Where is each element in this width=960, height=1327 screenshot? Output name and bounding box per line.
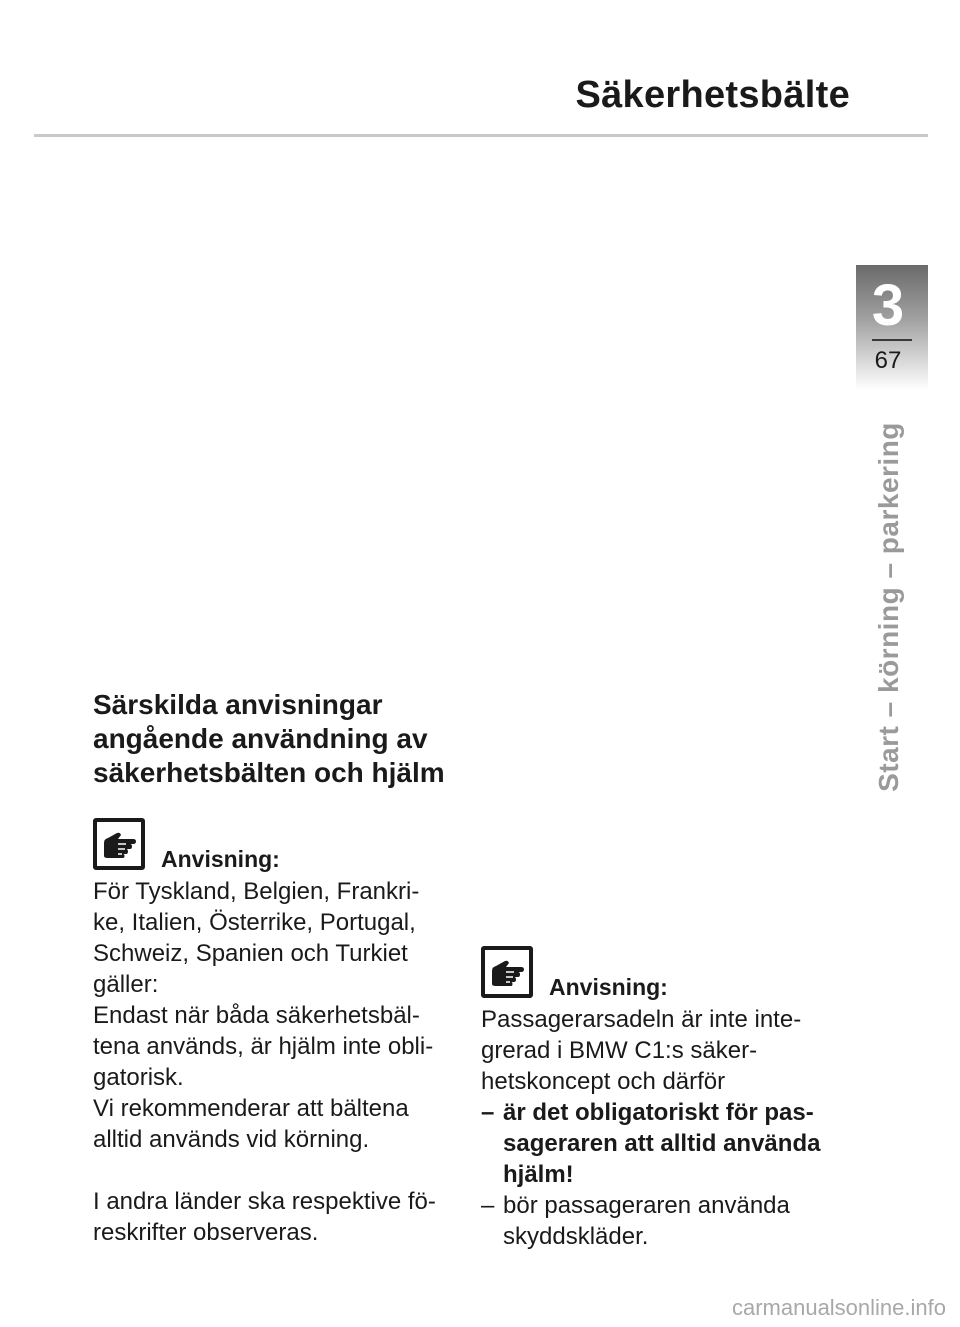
bullet-item: [481, 1190, 861, 1252]
note-label: Anvisning:: [549, 974, 668, 1000]
bullet-dash: –: [481, 1192, 495, 1219]
note-right: [481, 946, 861, 1252]
bullet-item: [481, 1097, 861, 1190]
note-body: [481, 1004, 861, 1252]
note-text-line: gäller:: [93, 971, 159, 998]
pointing-hand-note-icon: [93, 818, 145, 870]
note-text-line: tena används, är hjälm inte obli-: [93, 1033, 434, 1060]
pointing-hand-note-icon: [481, 946, 533, 998]
section-heading-line: Särskilda anvisningar: [93, 689, 383, 720]
note-text-line: alltid används vid körning.: [93, 1126, 370, 1153]
note-text-line: hetskoncept och därför: [481, 1068, 726, 1095]
note-text-line: ke, Italien, Österrike, Portugal,: [93, 909, 416, 936]
note-text-line: Endast när båda säkerhetsbäl-: [93, 1002, 420, 1029]
bullet-text-line: är det obligatoriskt för pas-: [503, 1099, 814, 1126]
note-text-line: För Tyskland, Belgien, Frankri-: [93, 878, 420, 905]
chapter-divider: [872, 339, 912, 341]
note-label: Anvisning:: [161, 846, 280, 872]
note-text-line: reskrifter observeras.: [93, 1219, 319, 1246]
note-text-line: Schweiz, Spanien och Turkiet: [93, 940, 408, 967]
note-text-line: I andra länder ska respektive fö-: [93, 1188, 436, 1215]
page-title: Säkerhetsbälte: [575, 74, 850, 116]
chapter-side-label: Start – körning – parkering: [873, 422, 904, 792]
bullet-text-line: bör passageraren använda: [503, 1192, 790, 1219]
watermark: carmanualsonline.info: [731, 1295, 946, 1320]
section-heading-line: säkerhetsbälten och hjälm: [93, 757, 445, 788]
note-text-line: grerad i BMW C1:s säker-: [481, 1037, 758, 1064]
note-text-line: gatorisk.: [93, 1064, 184, 1091]
section-heading-line: angående användning av: [93, 723, 428, 754]
bullet-text-line: sageraren att alltid använda: [503, 1130, 821, 1157]
note-text-line: Vi rekommenderar att bältena: [93, 1095, 409, 1122]
note-left: [93, 818, 473, 1248]
bullet-text-line: hjälm!: [503, 1161, 574, 1188]
page-number: 67: [874, 347, 902, 374]
chapter-number: 3: [871, 273, 905, 338]
note-header: [93, 818, 473, 876]
bullet-dash: –: [481, 1099, 495, 1126]
chapter-tab: [856, 265, 928, 390]
bullet-text-line: skyddskläder.: [503, 1223, 649, 1250]
note-header: [481, 946, 861, 1004]
note-body: [93, 876, 473, 1248]
section-heading: [93, 688, 493, 790]
note-text-line: Passagerarsadeln är inte inte-: [481, 1006, 802, 1033]
title-divider: [34, 134, 928, 137]
